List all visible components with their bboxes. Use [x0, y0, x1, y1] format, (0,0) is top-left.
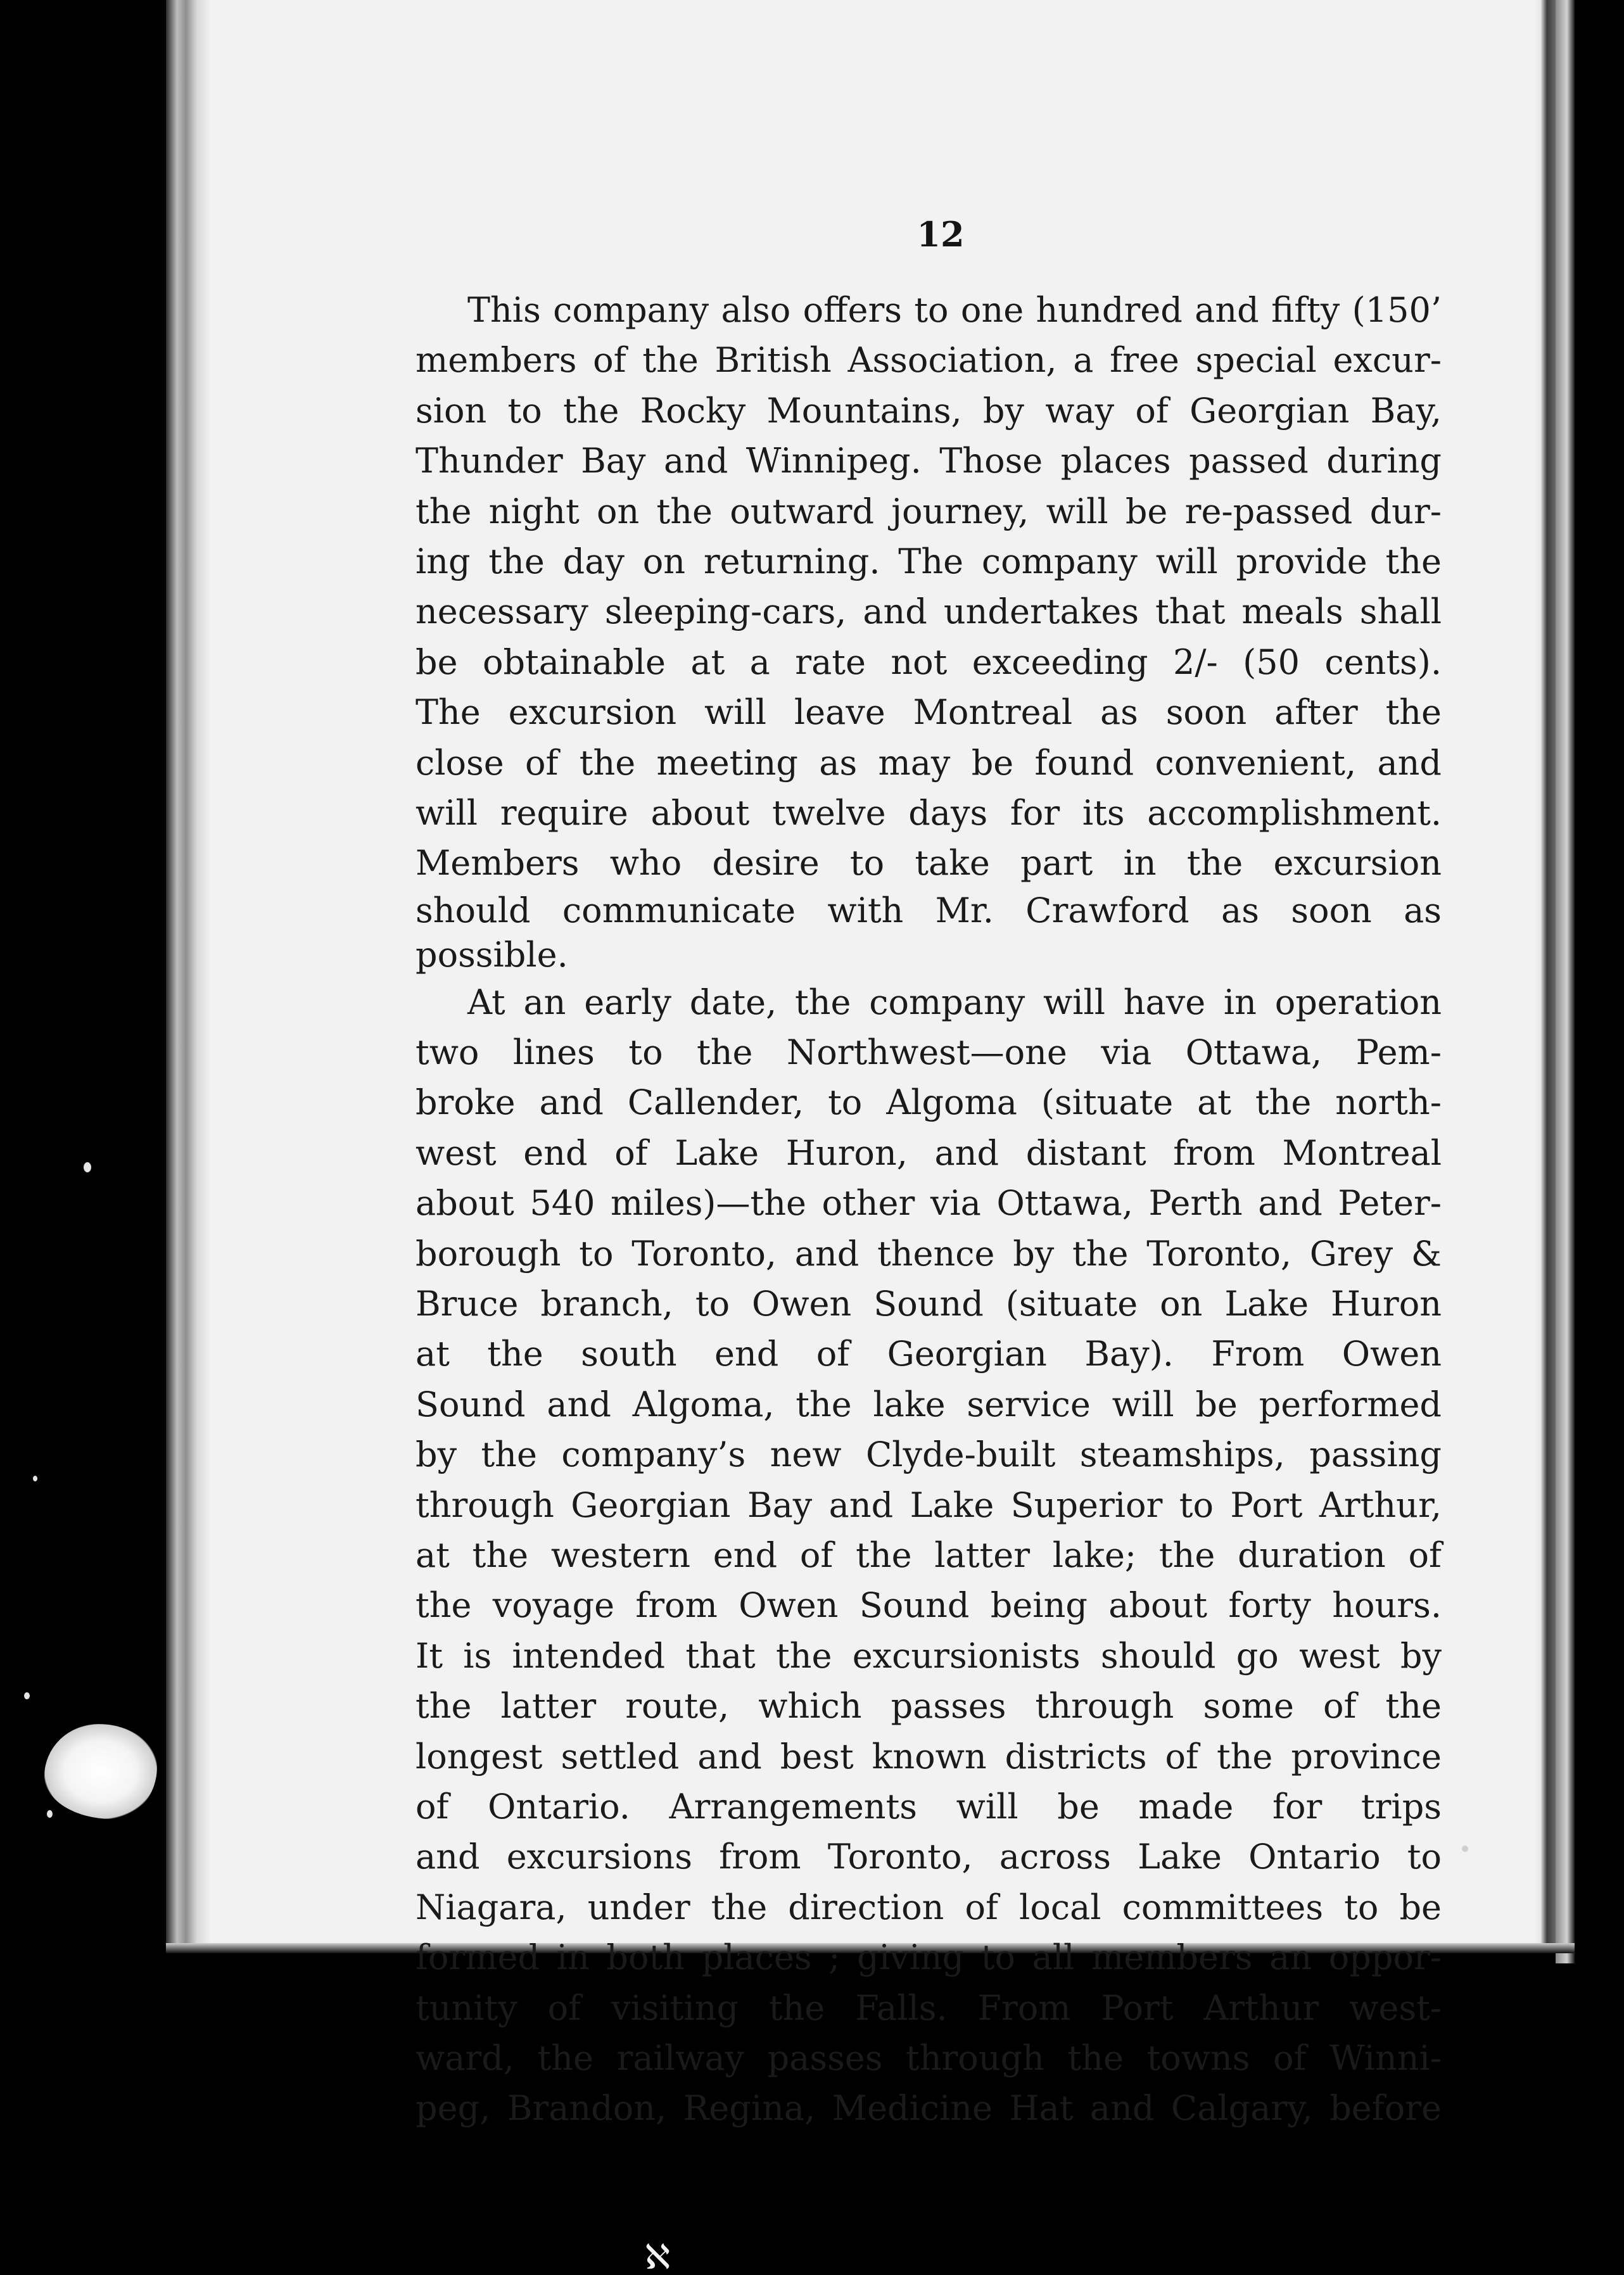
dust-speck [47, 1810, 53, 1818]
text-line: the latter route, which passes through some of the [416, 1686, 1442, 1727]
text-line: Sound and Algoma, the lake service will be performed [416, 1384, 1442, 1424]
text-line: members of the British Association, a free special excur- [416, 340, 1442, 381]
text-line: at the western end of the latter lake; the duration of [416, 1535, 1442, 1575]
text-line: sion to the Rocky Mountains, by way of Georgian Bay, [416, 390, 1442, 431]
text-line: about 540 miles)—the other via Ottawa, Perth and Peter- [416, 1183, 1442, 1224]
dust-speck [84, 1162, 91, 1172]
text-line: by the company’s new Clyde-built steamships, passing [416, 1435, 1442, 1475]
text-line: broke and Callender, to Algoma (situate at the north- [416, 1082, 1442, 1123]
text-line: tunity of visiting the Falls. From Port Arthur west- [416, 1987, 1442, 2028]
text-line: be obtainable at a rate not exceeding 2/- (50 cents). [416, 642, 1442, 682]
text-line: of Ontario. Arrangements will be made for trips [416, 1786, 1442, 1827]
text-line: at the south end of Georgian Bay). From Owen [416, 1334, 1442, 1374]
text-line: longest settled and best known districts of the province [416, 1736, 1442, 1777]
page-left-edge [166, 0, 210, 1951]
dust-speck [24, 1692, 30, 1699]
text-line: close of the meeting as may be found convenient, and [416, 742, 1442, 783]
page-number: 12 [917, 214, 965, 255]
body-text [416, 285, 1442, 2134]
text-line: This company also offers to one hundred and fifty (150’ [467, 290, 1442, 330]
text-line: through Georgian Bay and Lake Superior to Port Arthur, [416, 1485, 1442, 1525]
text-line: At an early date, the company will have in operation [467, 982, 1442, 1022]
text-line: should communicate with Mr. Crawford as soon as [416, 890, 1442, 930]
text-line: formed in both places ; giving to all members an oppor- [416, 1937, 1442, 1978]
page-right-edge [1534, 0, 1556, 1951]
text-line: west end of Lake Huron, and distant from Montreal [416, 1132, 1442, 1173]
text-line: Niagara, under the direction of local committees to be [416, 1887, 1442, 1927]
text-line: The excursion will leave Montreal as soon after the [416, 692, 1442, 733]
text-line: and excursions from Toronto, across Lake Ontario to [416, 1837, 1442, 1877]
text-line: Members who desire to take part in the excursion [416, 843, 1442, 884]
paper-blot [44, 1724, 157, 1819]
text-line: the voyage from Owen Sound being about forty hours. [416, 1585, 1442, 1626]
film-mark: ℵ [644, 2237, 671, 2275]
text-line: peg, Brandon, Regina, Medicine Hat and Calgary, before [416, 2088, 1442, 2129]
text-line: possible. [416, 934, 568, 975]
text-line: ward, the railway passes through the towns of Winni- [416, 2037, 1442, 2078]
text-line: Thunder Bay and Winnipeg. Those places passed during [416, 441, 1442, 481]
text-line: necessary sleeping-cars, and undertakes that meals shall [416, 592, 1442, 632]
text-line: ing the day on returning. The company will provide the [416, 541, 1442, 581]
text-line: borough to Toronto, and thence by the Toronto, Grey & [416, 1233, 1442, 1274]
text-line: two lines to the Northwest—one via Ottawa, Pem- [416, 1032, 1442, 1073]
text-line: Bruce branch, to Owen Sound (situate on Lake Huron [416, 1284, 1442, 1324]
text-line: the night on the outward journey, will be re-passed dur- [416, 491, 1442, 531]
dust-speck [33, 1476, 37, 1481]
text-line: will require about twelve days for its accomplishment. [416, 792, 1442, 833]
text-line: It is intended that the excursionists should go west by [416, 1635, 1442, 1676]
dust-speck [1462, 1846, 1468, 1852]
page-right-edge-shadow [1556, 0, 1575, 1963]
